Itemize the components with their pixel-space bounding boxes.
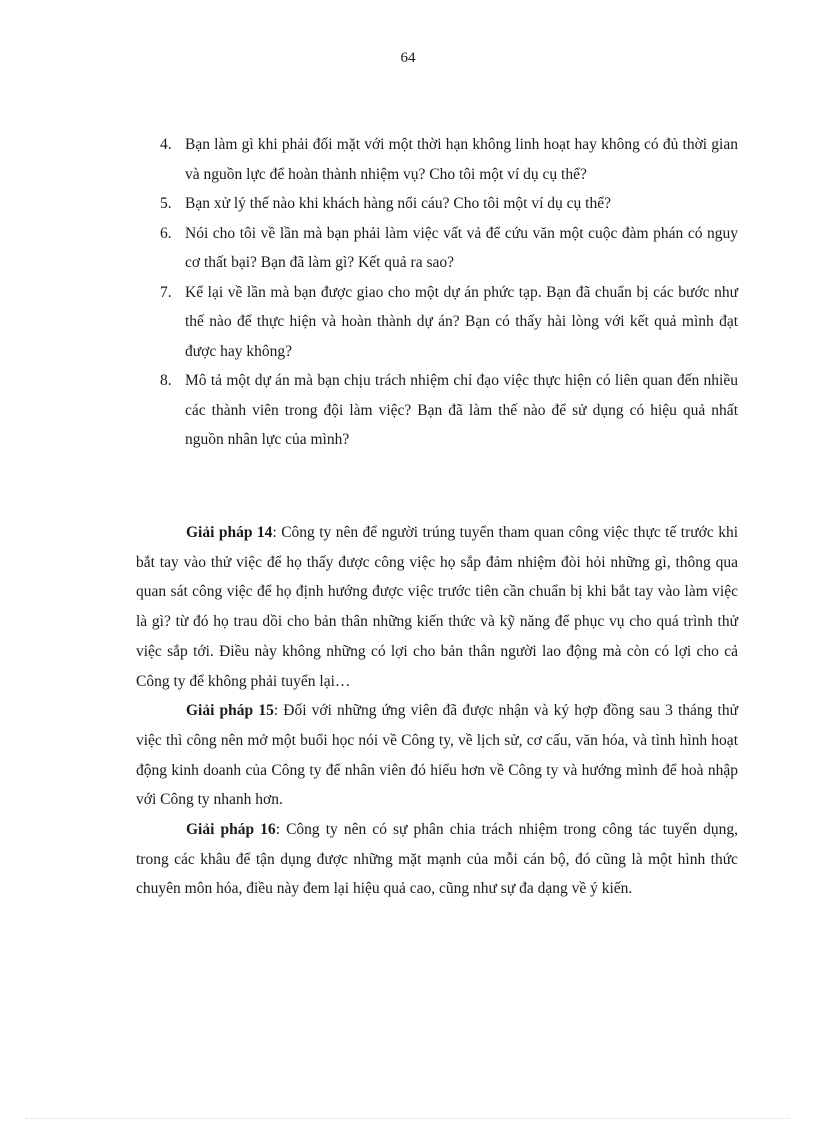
solution-text: : Công ty nên để người trúng tuyển tham quan công việc thực tế trước khi bắt tay vào thử việc để họ thấy được công việc họ sắp đảm nhiệm đòi hỏi những gì, thông qua quan sát công việc để họ định hướng được việc trước tiên cần chuẩn bị khi bắt tay vào làm việc là gì? từ đó họ trau dồi cho bản thân những kiến thức và kỹ năng để phục vụ cho quá trình thử việc sắp tới. Điều này không những có lợi cho bản thân người lao động mà còn có lợi cho cả Công ty để không phải tuyển lại… — [136, 524, 738, 690]
solutions-section — [136, 518, 738, 904]
question-item — [160, 130, 738, 189]
question-text: Kể lại về lần mà bạn được giao cho một dự án phức tạp. Bạn đã chuẩn bị các bước như thế nào để thực hiện và hoàn thành dự án? Bạn có thấy hài lòng với kết quả mình đạt được hay không? — [185, 283, 738, 360]
solution-paragraph — [136, 518, 738, 696]
solution-label: Giải pháp 14 — [186, 524, 273, 541]
question-text: Nói cho tôi về lần mà bạn phải làm việc vất vả để cứu văn một cuộc đàm phán có nguy cơ thất bại? Bạn đã làm gì? Kết quả ra sao? — [185, 224, 738, 271]
solution-paragraph — [136, 815, 738, 904]
question-item — [160, 366, 738, 455]
question-number: 5. — [160, 195, 172, 212]
question-number: 7. — [160, 283, 172, 301]
question-text: Bạn xử lý thế nào khi khách hàng nổi cáu? Cho tôi một ví dụ cụ thể? — [185, 195, 611, 212]
solution-label: Giải pháp 15 — [186, 702, 274, 720]
solution-text: : Đối với những ứng viên đã được nhận và ký hợp đồng sau 3 tháng thử việc thì công nên mở một buổi học nói về Công ty, về lịch sử, cơ cấu, văn hóa, và tình hình hoạt động kinh doanh của Công ty để nhân viên đó hiểu hơn về Công ty và hướng mình để hoà nhập với Công ty nhanh hơn. — [136, 702, 739, 809]
page-number: 64 — [400, 50, 416, 66]
question-number: 4. — [160, 136, 172, 153]
question-number: 6. — [160, 224, 172, 242]
solution-paragraph — [136, 696, 738, 815]
question-number: 8. — [160, 372, 172, 389]
solution-label: Giải pháp 16 — [186, 821, 276, 839]
question-item — [160, 278, 738, 367]
solution-text: : Công ty nên có sự phân chia trách nhiệm trong công tác tuyển dụng, trong các khâu để tận dụng được những mặt mạnh của mỗi cán bộ, đó cũng là một hình thức chuyên môn hóa, điều này đem lại hiệu quả cao, cũng như sự đa dạng về ý kiến. — [136, 821, 738, 898]
question-text: Mô tả một dự án mà bạn chịu trách nhiệm chỉ đạo việc thực hiện có liên quan đến nhiều các thành viên trong đội làm việc? Bạn đã làm thế nào để sử dụng có hiệu quả nhất nguồn nhân lực của mình? — [185, 372, 738, 448]
question-item — [160, 189, 738, 219]
interview-question-list — [160, 130, 738, 455]
question-text: Bạn làm gì khi phải đối mặt với một thời hạn không linh hoạt hay không có đủ thời gian và nguồn lực để hoàn thành nhiệm vụ? Cho tôi một ví dụ cụ thể? — [185, 136, 738, 183]
footer-divider — [26, 1118, 790, 1119]
question-item — [160, 219, 738, 278]
